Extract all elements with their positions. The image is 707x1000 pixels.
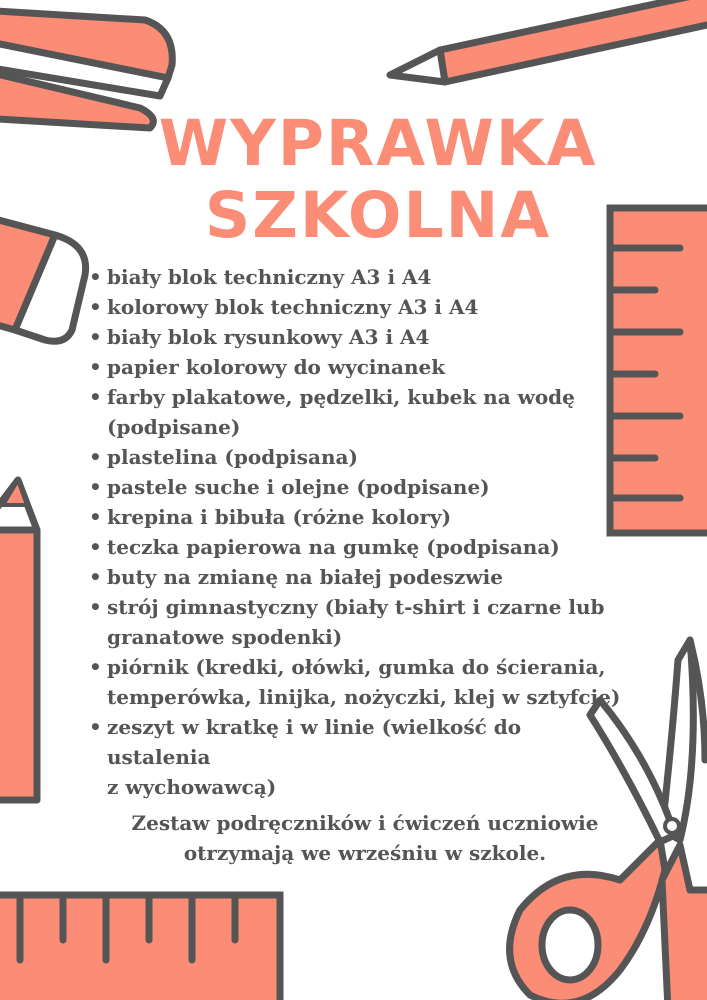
bullet-icon: • bbox=[89, 655, 102, 679]
ruler-icon bbox=[0, 895, 280, 1000]
list-item: • kolorowy blok techniczny A3 i A4 bbox=[89, 292, 629, 322]
list-item: • pastele suche i olejne (podpisane) bbox=[89, 472, 629, 502]
list-item: • biały blok rysunkowy A3 i A4 bbox=[89, 322, 629, 352]
list-item: • plastelina (podpisana) bbox=[89, 442, 629, 472]
list-item: • biały blok techniczny A3 i A4 bbox=[89, 262, 629, 292]
bullet-icon: • bbox=[89, 325, 102, 349]
bullet-icon: • bbox=[89, 535, 102, 559]
bullet-icon: • bbox=[89, 565, 102, 589]
bullet-icon: • bbox=[89, 475, 102, 499]
list-item: • teczka papierowa na gumkę (podpisana) bbox=[89, 532, 629, 562]
list-item: • krepina i bibuła (różne kolory) bbox=[89, 502, 629, 532]
list-item: • papier kolorowy do wycinanek bbox=[89, 352, 629, 382]
bullet-icon: • bbox=[89, 295, 102, 319]
textbooks-note: Zestaw podręczników i ćwiczeń uczniowie otrzymają we wrześniu w szkole. bbox=[131, 811, 599, 865]
bullet-icon: • bbox=[89, 505, 102, 529]
bullet-icon: • bbox=[89, 595, 102, 619]
list-item: • buty na zmianę na białej podeszwie bbox=[89, 562, 629, 592]
title-line-1: WYPRAWKA bbox=[158, 107, 598, 180]
bullet-icon: • bbox=[89, 265, 102, 289]
supplies-list bbox=[89, 262, 629, 802]
bullet-icon: • bbox=[89, 385, 102, 409]
list-item: • zeszyt w kratkę i w linie (wielkość do ustalenia z wychowawcą) bbox=[89, 712, 629, 802]
bullet-icon: • bbox=[89, 715, 102, 739]
pencil-icon bbox=[0, 480, 37, 800]
list-item: • piórnik (kredki, ołówki, gumka do ścierania, temperówka, linijka, nożyczki, klej w sztyfcie) bbox=[89, 652, 629, 712]
pencil-icon bbox=[390, 0, 707, 82]
tiny-footnote: · · · · · · · · · · · · · · · · · · · · · · · · · · · · · · · · bbox=[74, 865, 115, 867]
bullet-icon: • bbox=[89, 355, 102, 379]
title-line-2: SZKOLNA bbox=[204, 179, 552, 252]
list-item: • strój gimnastyczny (biały t-shirt i czarne lub granatowe spodenki) bbox=[89, 592, 629, 652]
list-item: • farby plakatowe, pędzelki, kubek na wodę (podpisane) bbox=[89, 382, 629, 442]
poster-title bbox=[0, 108, 707, 252]
bullet-icon: • bbox=[89, 445, 102, 469]
